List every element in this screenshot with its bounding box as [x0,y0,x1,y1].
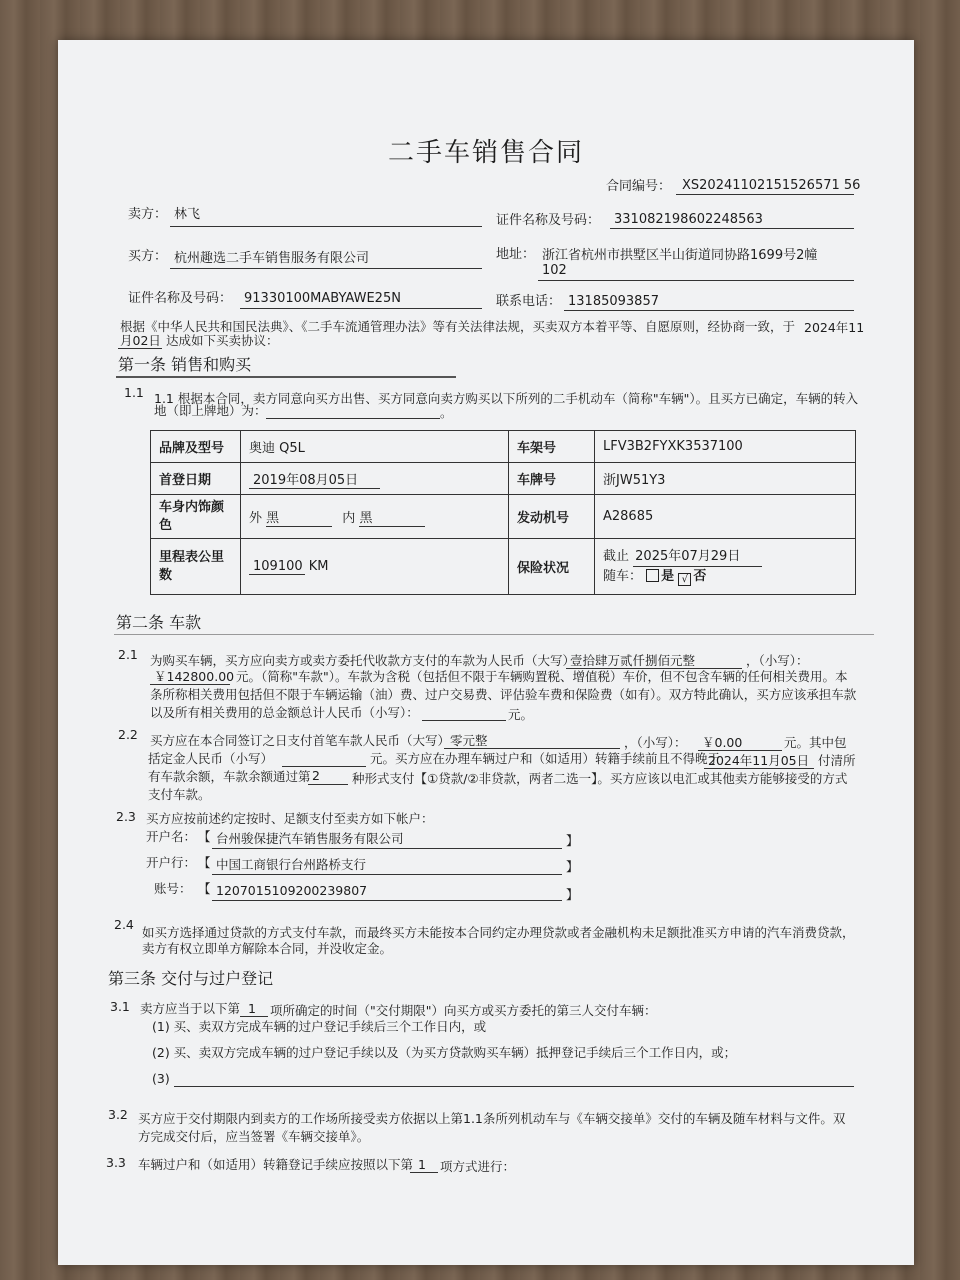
buyer-id-underline [240,308,482,309]
buyer-id-label: 证件名称及号码： [128,291,233,306]
insurance-until-date: 2025年07月29日 [633,547,762,567]
color-label-line1: 车身内饰颜 [159,499,225,515]
p21-line4b: 元。 [508,707,534,722]
p21-line3: 条所称相关费用包括但不限于车辆运输（油）费、过户交易费、评估验车费和保险费（如有）。双方特此确认，买方应该承担车款 [150,687,857,702]
p31-option1: (1) 买、卖双方完成车辆的过户登记手续后三个工作日内，或 [152,1019,487,1034]
article2-heading: 第二条 车款 [116,613,202,632]
p24-line1: 如买方选择通过贷款的方式支付车款，而最终买方未能按本合同约定办理贷款或者金融机构未足额批准买方申请的汽车消费贷款， [142,925,855,940]
p21-lower-amount: ￥142800.00 [154,669,235,684]
engine-label: 发动机号 [509,495,595,539]
p22-payment-way-underline [308,784,348,785]
vin-value: LFV3B2FYXK3537100 [595,431,856,463]
buyer-address-label: 地址： [496,247,536,262]
table-row [151,495,856,539]
article1-text2-end: 。 [440,405,453,420]
buyer-phone: 13185093857 [568,294,659,309]
table-row [151,431,856,463]
p22-lower-amount: ￥0.00 [702,735,743,750]
p33-text-b: 项方式进行： [440,1159,516,1174]
table-row [151,463,856,495]
vin-label: 车架号 [509,431,595,463]
reg-date-value: 2019年08月05日 [249,469,380,489]
plate-value: 浙JW51Y3 [595,463,856,495]
preamble-date-a: 2024年11 [804,320,865,335]
p22-line1a: 买方应在本合同签订之日支付首笔车款人民币（大写） [150,733,451,748]
p22-due-date-underline [704,768,814,769]
interior-label: 内 [342,510,356,526]
seller-label: 卖方： [128,207,168,222]
article3-heading: 第三条 交付与过户登记 [108,969,274,988]
p31-num: 3.1 [110,999,130,1014]
p31-text-a: 卖方应当于以下第 [140,1001,241,1016]
no-label: 否 [693,569,707,584]
article1-text2: 地（即上牌地）为： [154,403,267,418]
exterior-label: 外 [249,510,263,526]
preamble-date-underline [118,348,162,349]
brand-label: 品牌及型号 [151,431,241,463]
p21-num: 2.1 [118,647,138,662]
plate-label: 车牌号 [509,463,595,495]
p21-line1b: ，（小写）： [746,653,809,668]
buyer-label: 买方： [128,249,168,264]
p22-line2a: 括定金人民币（小写） [148,751,274,766]
insurance-label: 保险状况 [509,539,595,595]
contract-paper [58,40,914,1265]
buyer-address-underline [538,280,854,281]
p22-line1c: 元。其中包 [784,735,847,750]
bank-label: 开户行： [146,855,197,870]
p32-line2: 方完成交付后，应当签署《车辆交接单》。 [138,1129,370,1144]
account-number-underline [212,900,562,901]
p31-text-b: 项所确定的时间（"交付期限"）向买方或买方委托的第三人交付车辆： [270,1003,657,1018]
p23-line1: 买方应按前述约定按时、足额支付至卖方如下帐户： [146,811,434,826]
color-cell [241,495,509,539]
p22-line4: 支付车款。 [148,787,211,802]
buyer-phone-underline [564,310,854,311]
mileage-cell [241,539,509,595]
p22-line1b: ，（小写）： [624,735,687,750]
article2-heading-rule [114,634,874,635]
p31-item: 1 [248,1001,256,1016]
with-car-label: 随车： [603,569,643,584]
p22-num: 2.2 [118,727,138,742]
account-name-bracket-right: 】 [566,833,579,848]
p31-item-underline [240,1016,268,1017]
seller-id-label: 证件名称及号码： [496,213,601,228]
buyer-address-line1: 浙江省杭州市拱墅区半山街道同协路1699号2幢 [542,248,818,263]
account-number-bracket-right: 】 [566,887,579,902]
vehicle-table [150,430,856,595]
p31-option3-underline [174,1086,854,1087]
bank-underline [212,874,562,875]
contract-number: XS20241102151526571 56 [682,178,861,193]
insurance-until-label: 截止 [603,549,630,564]
reg-date-cell [241,463,509,495]
seller-name: 林飞 [174,207,201,222]
seller-id: 331082198602248563 [614,212,763,227]
p24-num: 2.4 [114,917,134,932]
reg-date-label: 首登日期 [151,463,241,495]
p24-line2: 卖方有权立即单方解除本合同，并没收定金。 [142,941,393,956]
interior-value: 黑 [359,507,425,527]
p21-lower-underline [150,684,230,685]
account-name-label: 开户名： [146,829,197,844]
account-name: 台州骏保捷汽车销售服务有限公司 [216,831,404,846]
p22-line2c: 付清所 [818,753,856,768]
buyer-phone-label: 联系电话： [496,294,562,309]
account-number: 1207015109200239807 [216,883,368,898]
brand-value: 奥迪 Q5L [241,431,509,463]
color-label-cell [151,495,241,539]
p22-line2b: 元。买方应在办理车辆过户和（如适用）转籍手续前且不得晚于 [370,751,721,766]
contract-number-underline [676,194,854,195]
p21-line1a: 为购买车辆，买方应向卖方或卖方委托代收款方支付的车款为人民币（大写） [150,653,576,668]
engine-value: A28685 [595,495,856,539]
bank-bracket-right: 】 [566,859,579,874]
bank-name: 中国工商银行台州路桥支行 [216,857,367,872]
mileage-label-line2: 数 [159,567,173,583]
article1-place-underline [266,418,440,419]
account-name-underline [212,848,562,849]
p32-line1: 买方应于交付期限内到卖方的工作场所接受卖方依据以上第1.1条所列机动车与《车辆交接单》交付的车辆及随车材料与文件。双 [138,1111,846,1126]
preamble-date-b: 月02日 [120,333,161,348]
p22-payment-way: 2 [312,768,320,783]
article1-heading-rule [116,376,456,378]
p33-num: 3.3 [106,1155,126,1170]
account-number-label: 账号： [154,881,192,896]
color-label-line2: 色 [159,517,173,533]
p22-line3b: 种形式支付【①贷款/②非贷款，两者二选一】。买方应该以电汇或其他卖方能够接受的方式 [352,771,848,786]
preamble-line2: 达成如下买卖协议： [166,333,279,348]
p31-option3: (3) [152,1071,170,1086]
table-row [151,539,856,595]
p22-due-date: 2024年11月05日 [708,753,810,768]
yes-label: 是 [661,569,675,584]
p22-deposit-underline [282,766,366,767]
p33-item: 1 [418,1157,426,1172]
page-title: 二手车销售合同 [387,138,584,168]
buyer-underline [170,268,482,269]
account-number-bracket-left: 【 [198,881,211,896]
insurance-cell [595,539,856,595]
buyer-name: 杭州趣选二手车销售服务有限公司 [174,251,370,266]
yes-checkbox [646,569,659,582]
p22-upper-amount: 零元整 [450,733,488,748]
exterior-value: 黑 [266,507,332,527]
p33-text-a: 车辆过户和（如适用）转籍登记手续应按照以下第 [138,1157,414,1172]
p31-option2: (2) 买、卖双方完成车辆的过户登记手续以及（为买方贷款购买车辆）抵押登记手续后三个工作日内，或； [152,1045,737,1060]
no-checkbox-checked: √ [678,573,691,586]
p21-total-underline [422,720,506,721]
seller-underline [170,226,482,227]
seller-id-underline [610,228,854,229]
mileage-label-cell [151,539,241,595]
p33-item-underline [410,1172,438,1173]
article1-heading: 第一条 销售和购买 [118,355,252,374]
account-name-bracket-left: 【 [198,829,211,844]
p23-num: 2.3 [116,809,136,824]
mileage-value: 109100 [249,559,305,575]
preamble-line1: 根据《中华人民共和国民法典》、《二手车流通管理办法》等有关法律法规，买卖双方本着平等、自愿原则，经协商一致，于 [120,319,796,334]
p21-upper-amount: 壹拾肆万贰仟捌佰元整 [570,653,696,668]
buyer-address-line2: 102 [542,263,567,278]
contract-number-label: 合同编号： [606,179,672,194]
article1-text1: 1.1 根据本合同，卖方同意向买方出售、买方同意向卖方购买以下所列的二手机动车（简称"车辆"）。且买方已确定，车辆的转入 [154,391,859,406]
article1-num: 1.1 [124,385,144,400]
p22-upper-underline [444,748,620,749]
buyer-id: 91330100MABYAWE25N [244,291,401,306]
p22-line3a: 有车款余额，车款余额通过第 [148,769,311,784]
mileage-unit: KM [308,558,329,574]
p21-line2: 元。（简称"车款"）。车款为含税（包括但不限于车辆购置税、增值税）车价，但不包含车辆的任何相关费用。本 [236,669,848,684]
p21-line4a: 以及所有相关费用的总金额总计人民币（小写）： [150,705,419,720]
bank-bracket-left: 【 [198,855,211,870]
p32-num: 3.2 [108,1107,128,1122]
mileage-label-line1: 里程表公里 [159,549,225,565]
